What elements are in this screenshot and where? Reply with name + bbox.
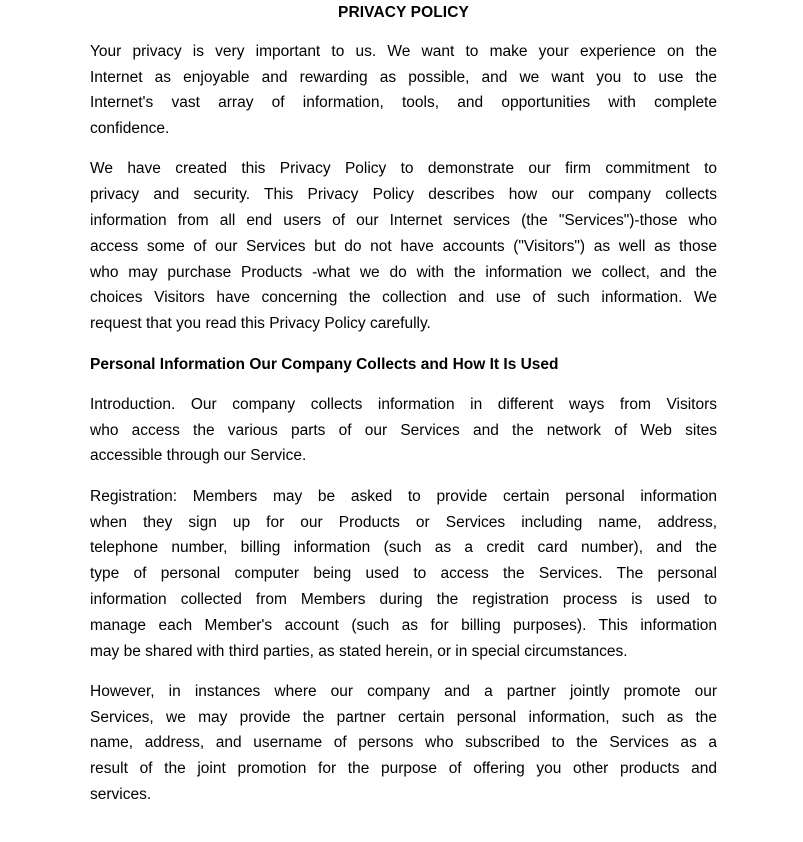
text-line: confidence. <box>90 120 170 138</box>
document-title: PRIVACY POLICY <box>338 4 469 21</box>
document-body <box>90 39 717 808</box>
text-line: accessible through our Service. <box>90 447 307 465</box>
paragraph <box>90 156 717 337</box>
text-line: privacy and security. This Privacy Policy describes how our company collects <box>90 186 717 204</box>
text-line: may be shared with third parties, as stated herein, or in special circumstances. <box>90 642 628 660</box>
text-line: type of personal computer being used to access the Services. The personal <box>90 565 717 583</box>
text-line: name, address, and username of persons who subscribed to the Services as a <box>90 734 717 752</box>
text-line: Internet as enjoyable and rewarding as possible, and we want you to use the <box>90 68 717 86</box>
text-line: Services, we may provide the partner certain personal information, such as the <box>90 708 717 726</box>
text-line: information collected from Members during the registration process is used to <box>90 590 717 608</box>
section-heading <box>90 352 717 378</box>
text-line: However, in instances where our company and a partner jointly promote our <box>90 682 717 700</box>
paragraph <box>90 679 717 808</box>
paragraph <box>90 392 717 469</box>
text-line: access some of our Services but do not have accounts ("Visitors") as well as those <box>90 237 717 255</box>
text-line: Introduction. Our company collects information in different ways from Visitors <box>90 395 717 413</box>
text-line: who access the various parts of our Services and the network of Web sites <box>90 421 717 439</box>
text-line: manage each Member's account (such as for billing purposes). This information <box>90 616 717 634</box>
paragraph <box>90 484 717 665</box>
text-line: We have created this Privacy Policy to demonstrate our firm commitment to <box>90 160 717 178</box>
text-line: Registration: Members may be asked to provide certain personal information <box>90 487 717 505</box>
text-line: information from all end users of our Internet services (the "Services")-those who <box>90 212 717 230</box>
text-line: Internet's vast array of information, tools, and opportunities with complete <box>90 94 717 112</box>
text-line: telephone number, billing information (such as a credit card number), and the <box>90 539 717 557</box>
text-line: who may purchase Products -what we do with the information we collect, and the <box>90 263 717 281</box>
text-line: choices Visitors have concerning the collection and use of such information. We <box>90 289 717 307</box>
text-line: result of the joint promotion for the purpose of offering you other products and <box>90 760 717 778</box>
text-line: services. <box>90 786 152 804</box>
text-line: when they sign up for our Products or Services including name, address, <box>90 513 717 531</box>
text-line: request that you read this Privacy Policy carefully. <box>90 315 431 333</box>
paragraph <box>90 39 717 142</box>
text-line: Your privacy is very important to us. We want to make your experience on the <box>90 42 717 60</box>
text-line: Personal Information Our Company Collects and How It Is Used <box>90 355 559 373</box>
